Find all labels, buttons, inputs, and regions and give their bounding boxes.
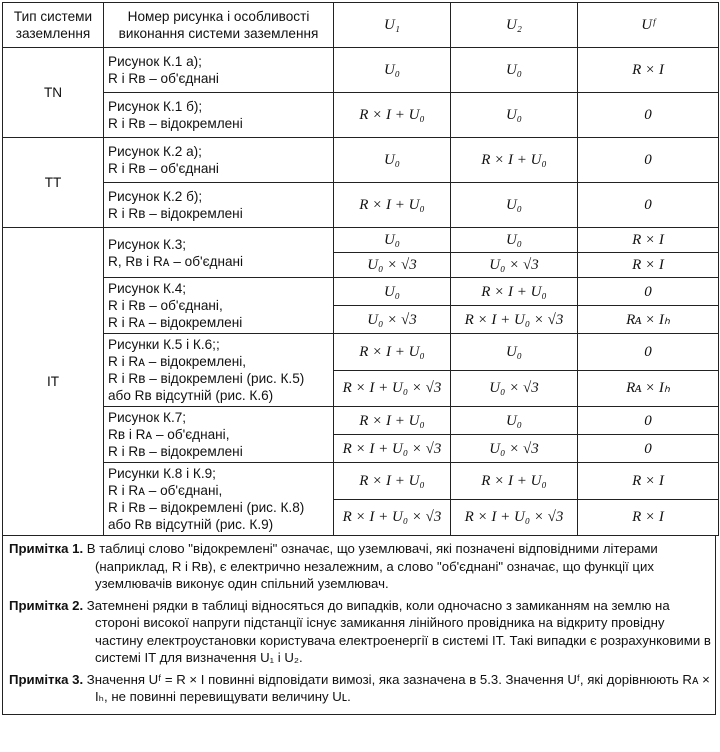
figure-description-cell bbox=[104, 407, 334, 463]
value-u2-cell: U₀ bbox=[451, 407, 578, 435]
value-u1-cell: U₀ bbox=[334, 138, 451, 183]
value-u1-cell: R × I + U₀ bbox=[334, 93, 451, 138]
description-line: Рисунок К.1 б); bbox=[108, 99, 203, 114]
header-u2: U₂ bbox=[451, 3, 578, 48]
value-u2-cell: R × I + U₀ bbox=[451, 138, 578, 183]
description-line: R, Rʙ і Rᴀ – об'єднані bbox=[108, 253, 244, 269]
figure-description-cell bbox=[104, 183, 334, 228]
value-u1-cell: R × I + U₀ × √3 bbox=[334, 499, 451, 536]
description-line: R і Rʙ – об'єднані bbox=[108, 161, 219, 176]
value-u2-cell: R × I + U₀ × √3 bbox=[451, 499, 578, 536]
table-row bbox=[3, 138, 719, 183]
header-figure-number: Номер рисунка і особливості виконання системи заземлення bbox=[104, 3, 334, 48]
description-line: R і Rʙ – відокремлені bbox=[108, 444, 243, 459]
description-line: R і Rʙ – об'єднані bbox=[108, 71, 219, 86]
description-line: Рисунки К.5 і К.6;; bbox=[108, 337, 220, 352]
notes-section bbox=[2, 536, 716, 715]
description-line: Рисунки К.8 і К.9; bbox=[108, 466, 216, 481]
figure-description-cell bbox=[104, 463, 334, 536]
description-line: R і Rʙ – відокремлені bbox=[108, 206, 243, 221]
description-line: R і Rʙ – відокремлені bbox=[108, 116, 243, 131]
document-page bbox=[2, 2, 718, 715]
value-u2-cell: U₀ bbox=[451, 183, 578, 228]
description-line: Rʙ і Rᴀ – об'єднані, bbox=[108, 427, 230, 442]
value-uf-cell: R × I bbox=[578, 253, 719, 278]
value-uf-cell: Rᴀ × Iₕ bbox=[578, 370, 719, 407]
value-u2-cell: U₀ × √3 bbox=[451, 253, 578, 278]
figure-description-cell bbox=[104, 93, 334, 138]
value-u1-cell: U₀ × √3 bbox=[334, 306, 451, 334]
description-line: R і Rʙ – відокремлені (рис. К.8) bbox=[108, 500, 305, 515]
value-uf-cell: R × I bbox=[578, 463, 719, 500]
value-u1-cell: R × I + U₀ × √3 bbox=[334, 370, 451, 407]
value-u2-cell: R × I + U₀ bbox=[451, 278, 578, 306]
value-u2-cell: R × I + U₀ bbox=[451, 463, 578, 500]
value-u2-cell: U₀ × √3 bbox=[451, 435, 578, 463]
value-uf-cell: 0 bbox=[578, 93, 719, 138]
description-line: Рисунок К.2 б); bbox=[108, 189, 203, 204]
description-line: або Rʙ відсутній (рис. К.6) bbox=[108, 388, 274, 403]
table-row bbox=[3, 334, 719, 371]
table-row bbox=[3, 228, 719, 253]
value-u1-cell: R × I + U₀ bbox=[334, 407, 451, 435]
table-row bbox=[3, 48, 719, 93]
value-uf-cell: 0 bbox=[578, 334, 719, 371]
note-1: Примітка 1. В таблиці слово "відокремлені" означає, що уземлювачі, які позначені відповідними літерами (наприклад, R і Rʙ), є електрично незалежним, а слово "об'єднані" означає, що функції цих уземлювачів виконує один спільний уземлювач. bbox=[9, 541, 658, 591]
description-line: R і Rʙ – об'єднані, bbox=[108, 298, 223, 313]
description-line: R і Rʙ – відокремлені (рис. К.5) bbox=[108, 371, 305, 386]
description-line: Рисунок К.2 а); bbox=[108, 144, 202, 159]
header-u1: U₁ bbox=[334, 3, 451, 48]
description-line: R і Rᴀ – об'єднані, bbox=[108, 483, 223, 498]
value-u2-cell: U₀ bbox=[451, 334, 578, 371]
note-2: Примітка 2. Затемнені рядки в таблиці відносяться до випадків, коли одночасно з замиканням на землю на стороні високої напруги підстанції існує замикання лінійного провідника на відкриту провідну частину електроустановки користувача електроенергії в системі IT. Такі випадки є розрахунковими в системі IT для визначення U₁ і U₂. bbox=[9, 597, 711, 665]
figure-description-cell bbox=[104, 278, 334, 334]
value-u2-cell: U₀ bbox=[451, 48, 578, 93]
value-u1-cell: R × I + U₀ bbox=[334, 183, 451, 228]
value-u1-cell: U₀ bbox=[334, 228, 451, 253]
header-uf: Uᶠ bbox=[578, 3, 719, 48]
description-line: Рисунок К.1 а); bbox=[108, 54, 202, 69]
value-u2-cell: U₀ × √3 bbox=[451, 370, 578, 407]
table-row bbox=[3, 463, 719, 500]
grounding-systems-table bbox=[2, 2, 719, 536]
figure-description-cell bbox=[104, 228, 334, 278]
system-type-cell: TT bbox=[3, 138, 104, 228]
figure-description-cell bbox=[104, 48, 334, 93]
header-row bbox=[3, 3, 719, 48]
description-line: R і Rᴀ – відокремлені, bbox=[108, 354, 247, 369]
table-row bbox=[3, 183, 719, 228]
value-uf-cell: 0 bbox=[578, 278, 719, 306]
system-type-cell: IT bbox=[3, 228, 104, 536]
value-uf-cell: 0 bbox=[578, 138, 719, 183]
value-u1-cell: U₀ × √3 bbox=[334, 253, 451, 278]
figure-description-cell bbox=[104, 138, 334, 183]
table-row bbox=[3, 278, 719, 306]
description-line: Рисунок К.7; bbox=[108, 410, 187, 425]
note-3: Примітка 3. Значення Uᶠ = R × I повинні відповідати вимозі, яка зазначена в 5.3. Значення Uᶠ, які дорівнюють Rᴀ × Iₕ, не повинні перевищувати величину Uʟ. bbox=[9, 671, 710, 704]
value-uf-cell: Rᴀ × Iₕ bbox=[578, 306, 719, 334]
value-uf-cell: R × I bbox=[578, 48, 719, 93]
table-row bbox=[3, 407, 719, 435]
value-u1-cell: R × I + U₀ bbox=[334, 334, 451, 371]
value-uf-cell: R × I bbox=[578, 228, 719, 253]
value-uf-cell: 0 bbox=[578, 435, 719, 463]
value-uf-cell: R × I bbox=[578, 499, 719, 536]
value-u1-cell: R × I + U₀ bbox=[334, 463, 451, 500]
system-type-cell: TN bbox=[3, 48, 104, 138]
figure-description-cell bbox=[104, 334, 334, 407]
value-uf-cell: 0 bbox=[578, 183, 719, 228]
description-line: Рисунок К.4; bbox=[108, 281, 187, 296]
table-row bbox=[3, 93, 719, 138]
description-line: Рисунок К.3; bbox=[108, 236, 187, 252]
description-line: R і Rᴀ – відокремлені bbox=[108, 315, 243, 330]
header-system-type: Тип системи заземлення bbox=[3, 3, 104, 48]
value-u2-cell: U₀ bbox=[451, 93, 578, 138]
value-u2-cell: R × I + U₀ × √3 bbox=[451, 306, 578, 334]
value-u1-cell: U₀ bbox=[334, 48, 451, 93]
description-line: або Rʙ відсутній (рис. К.9) bbox=[108, 517, 274, 532]
value-uf-cell: 0 bbox=[578, 407, 719, 435]
value-u1-cell: R × I + U₀ × √3 bbox=[334, 435, 451, 463]
value-u2-cell: U₀ bbox=[451, 228, 578, 253]
value-u1-cell: U₀ bbox=[334, 278, 451, 306]
